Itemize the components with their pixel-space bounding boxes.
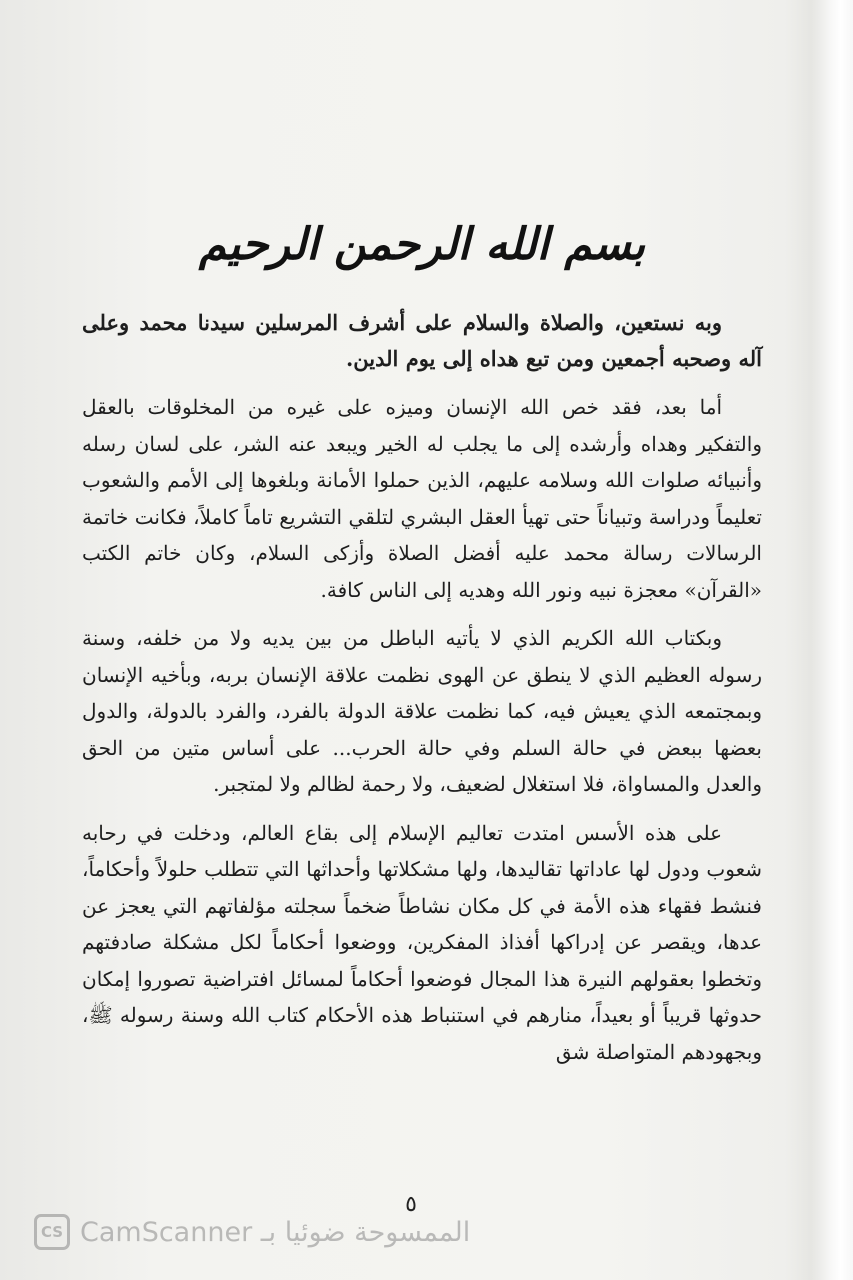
watermark-text: CamScanner الممسوحة ضوئيا بـ: [80, 1216, 471, 1248]
basmala-heading: بسم الله الرحمن الرحيم: [198, 219, 646, 270]
page-number: ٥: [405, 1192, 417, 1217]
page-content: [82, 215, 762, 1082]
body-paragraph-3: على هذه الأسس امتدت تعاليم الإسلام إلى بقاع العالم، ودخلت في رحابه شعوب ودول لها عاداتها تقاليدها، ولها مشكلاتها وأحداثها التي تتطلب حلولاً وأحكاماً، فنشط فقهاء هذه الأمة في كل مكان نشاطاً ضخماً سجلته مؤلفاتهم التي يعجز عن عدها، ويقصر عن إدراكها أفذاذ المفكرين، ووضعوا أحكاماً لكل مشكلة صادفتهم وتخطوا بعقولهم النيرة هذا المجال فوضعوا أحكاماً لمسائل افتراضية تصوروا إمكان حدوثها قريباً أو بعيداً، منارهم في استنباط هذه الأحكام كتاب الله وسنة رسوله ﷺ، وبجهودهم المتواصلة شق: [82, 820, 762, 1064]
page-edge-shadow: [811, 0, 853, 1280]
camscanner-logo-icon: CS: [34, 1214, 70, 1250]
intro-paragraph: وبه نستعين، والصلاة والسلام على أشرف المرسلين سيدنا محمد وعلى آله وصحبه أجمعين ومن تبع هداه إلى يوم الدين.: [82, 310, 762, 371]
body-paragraph-2: وبكتاب الله الكريم الذي لا يأتيه الباطل من بين يديه ولا من خلفه، وسنة رسوله العظيم الذي لا ينطق عن الهوى نظمت علاقة الإنسان بربه، وبأخيه الإنسان وبمجتمعه الذي يعيش فيه، كما نظمت علاقة الدولة بالفرد، والفرد بالدولة، والدول بعضها ببعض في حالة السلم وفي حالة الحرب... على أساس متين من الحق والعدل والمساواة، فلا استغلال لضعيف، ولا رحمة لظالم ولا لمتجبر.: [82, 626, 762, 796]
body-paragraph-1: أما بعد، فقد خص الله الإنسان وميزه على غيره من المخلوقات بالعقل والتفكير وهداه وأرشده إلى ما يجلب له الخير ويبعد عنه الشر، على لسان رسله وأنبيائه صلوات الله وسلامه عليهم، الذين حملوا الأمانة وبلغوها إلى الأمم والشعوب تعليماً ودراسة وتبياناً حتى تهيأ العقل البشري لتلقي التشريع تاماً كاملاً، فكانت خاتمة الرسالات رسالة محمد عليه أفضل الصلاة وأزكى السلام، وكان خاتم الكتب «القرآن» معجزة نبيه ونور الله وهديه إلى الناس كافة.: [82, 395, 762, 602]
camscanner-watermark: [34, 1212, 494, 1252]
